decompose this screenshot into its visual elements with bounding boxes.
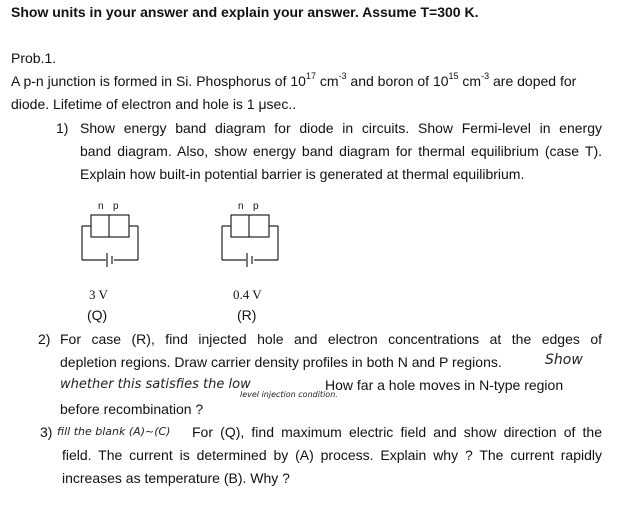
q2-handwritten-condition: level injection condition.	[240, 390, 338, 399]
exponent-neg3-b: -3	[481, 71, 490, 82]
circuit-q-diagram	[80, 202, 140, 277]
circuit-q-voltage: 3 V	[89, 287, 108, 302]
exponent-15: 15	[448, 71, 459, 82]
q3-line-3: increases as temperature (B). Why ?	[62, 470, 290, 486]
exponent-neg3: -3	[338, 71, 347, 82]
circuit-q-case: (Q)	[87, 307, 108, 323]
q2-number: 2)	[38, 331, 51, 347]
q1-line-1: Show energy band diagram for diode in circuits. Show Fermi-level in energy	[80, 120, 602, 136]
intro-text-d: cm	[458, 73, 482, 89]
circuit-r-case: (R)	[237, 307, 257, 323]
q3-number: 3)	[40, 424, 53, 440]
exponent-17: 17	[305, 71, 316, 82]
q1-line-3: Explain how built-in potential barrier is generated at thermal equilibrium.	[80, 166, 525, 182]
assignment-header: Show units in your answer and explain your answer. Assume T=300 K.	[11, 4, 479, 20]
intro-text-e: are doped for	[489, 73, 577, 89]
q1-line-2: band diagram. Also, show energy band diagram for thermal equilibrium (case T).	[80, 143, 602, 159]
intro-text-c: and boron of 10	[346, 73, 449, 89]
q2-handwritten-whether: whether this satisfies the low	[60, 377, 251, 392]
circuit-r-voltage: 0.4 V	[233, 287, 262, 302]
circuit-r-p-label: p	[253, 201, 259, 212]
q2-line-4: before recombination ?	[60, 401, 204, 417]
q3-line-2: field. The current is determined by (A) process. Explain why ? The current rapidly	[62, 447, 602, 463]
intro-text-b: cm	[315, 73, 339, 89]
intro-text-a: A p-n junction is formed in Si. Phosphorus of 10	[11, 73, 306, 89]
intro-line-2: diode. Lifetime of electron and hole is 1 μsec..	[11, 96, 297, 112]
q1-number: 1)	[56, 120, 69, 136]
q2-line-2: depletion regions. Draw carrier density profiles in both N and P regions.	[60, 354, 502, 370]
q3-line-1: For (Q), find maximum electric field and show direction of the	[192, 424, 602, 440]
q2-line-3: How far a hole moves in N-type region	[325, 377, 564, 393]
q3-handwritten-fill-blank: fill the blank (A)~(C)	[57, 425, 171, 438]
problem-label: Prob.1.	[11, 50, 57, 66]
circuit-r-diagram	[220, 202, 280, 277]
circuit-r-n-label: n	[238, 201, 244, 212]
circuit-q-n-label: n	[98, 201, 104, 212]
intro-line-1	[11, 73, 576, 89]
q2-line-1: For case (R), find injected hole and electron concentrations at the edges of	[60, 331, 602, 347]
circuit-q-p-label: p	[113, 201, 119, 212]
q2-handwritten-show: Show	[545, 352, 583, 368]
